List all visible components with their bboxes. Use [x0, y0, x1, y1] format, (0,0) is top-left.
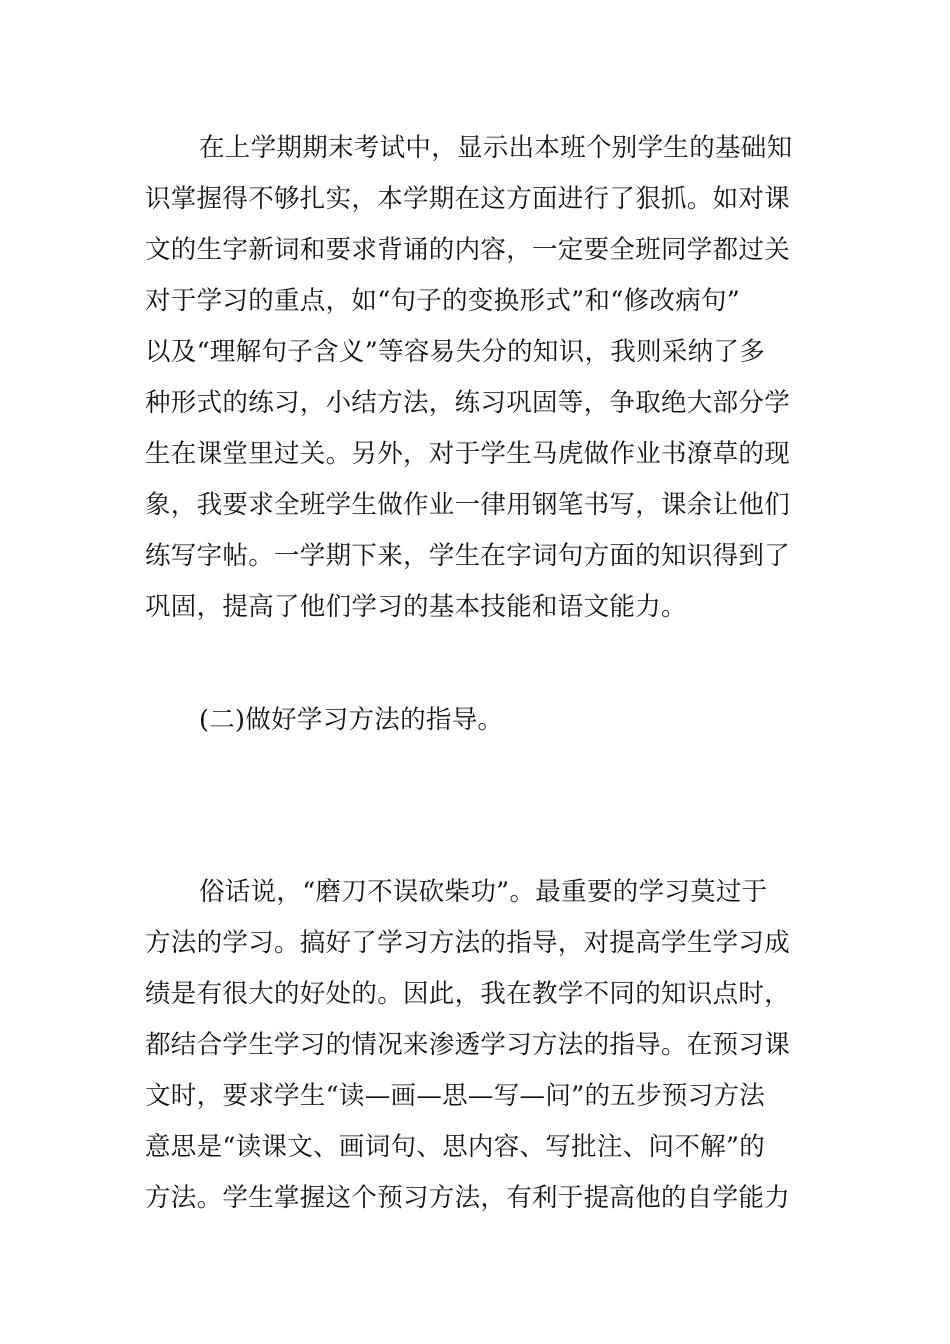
- paragraph-basic-knowledge: [145, 123, 825, 633]
- paragraph-line: 意思是“读课文、画词句、思内容、写批注、问不解”的: [145, 1132, 766, 1162]
- paragraph-line: 在上学期期末考试中，显示出本班个别学生的基础知: [199, 133, 793, 163]
- section-heading-text: (二)做好学习方法的指导。: [199, 705, 504, 735]
- paragraph-line: 文时，要求学生“读—画—思—写—问”的五步预习方法: [145, 1081, 766, 1111]
- paragraph-line: 绩是有很大的好处的。因此，我在教学不同的知识点时，: [145, 979, 791, 1009]
- paragraph-line: 都结合学生学习的情况来渗透学习方法的指导。在预习课: [145, 1030, 791, 1060]
- paragraph-line: 巩固，提高了他们学习的基本技能和语文能力。: [145, 592, 687, 622]
- paragraph-line: 方法的学习。搞好了学习方法的指导，对提高学生学习成: [145, 928, 791, 958]
- paragraph-study-methods: [145, 867, 825, 1224]
- paragraph-line: 俗话说，“磨刀不误砍柴功”。最重要的学习莫过于: [199, 877, 768, 907]
- paragraph-line: 以及“理解句子含义”等容易失分的知识，我则采纳了多: [145, 337, 766, 367]
- paragraph-line: 识掌握得不够扎实，本学期在这方面进行了狠抓。如对课: [145, 184, 791, 214]
- paragraph-line: 文的生字新词和要求背诵的内容，一定要全班同学都过关: [145, 235, 791, 265]
- section-heading: [145, 695, 825, 746]
- paragraph-line: 生在课堂里过关。另外，对于学生马虎做作业书潦草的现: [145, 439, 791, 469]
- paragraph-line: 对于学习的重点，如“句子的变换形式”和“修改病句”: [145, 286, 741, 316]
- paragraph-line: 种形式的练习，小结方法，练习巩固等，争取绝大部分学: [145, 388, 791, 418]
- paragraph-line: 练写字帖。一学期下来，学生在字词句方面的知识得到了: [145, 541, 791, 571]
- paragraph-line: 方法。学生掌握这个预习方法，有利于提高他的自学能力: [145, 1183, 791, 1213]
- paragraph-line: 象，我要求全班学生做作业一律用钢笔书写，课余让他们: [145, 490, 791, 520]
